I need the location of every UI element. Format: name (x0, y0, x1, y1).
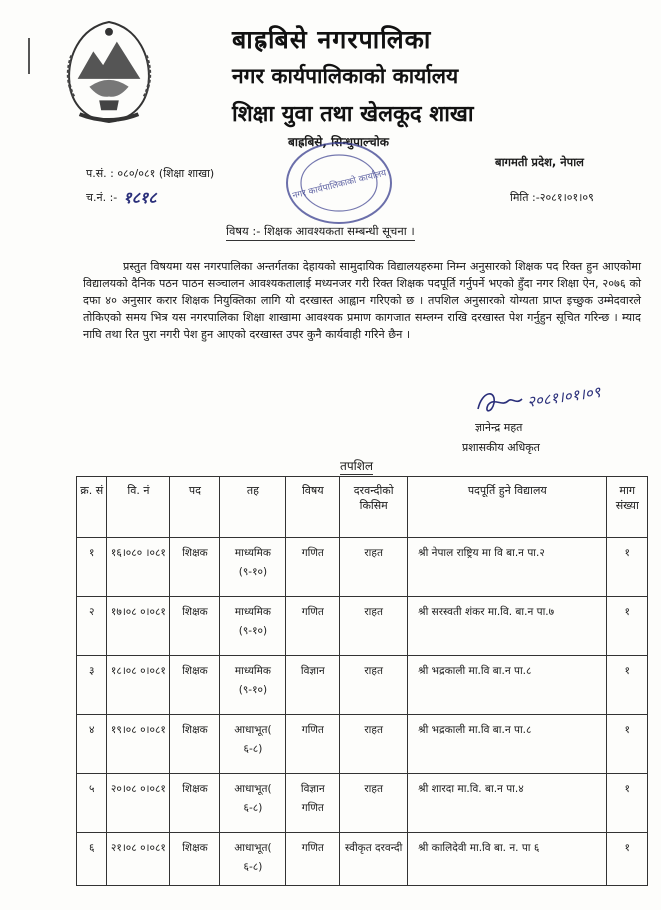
cell-post: शिक्षक (170, 597, 220, 656)
municipality-name: बाह्रबिसे नगरपालिका (232, 25, 432, 54)
dispatch-label: च.नं. :- (86, 190, 118, 204)
cell-post: शिक्षक (170, 656, 220, 715)
reference-number: प.सं. : ०८०/०८१ (शिक्षा शाखा) (86, 167, 215, 180)
cell-demand: १ (607, 656, 648, 715)
cell-sn: ६ (77, 833, 107, 886)
cell-position-type: राहत (340, 715, 408, 774)
dispatch-value: १८१८ (123, 188, 157, 207)
cell-level: आधाभूत( ६-८) (220, 774, 286, 833)
cell-level: आधाभूत( ६-८) (220, 833, 286, 886)
cell-school: श्री भद्रकाली मा.वि बा.न पा.८ (408, 656, 607, 715)
header-vn: वि. नं (107, 477, 170, 538)
cell-position-type: राहत (340, 774, 408, 833)
header-sn: क्र. सं (77, 477, 107, 538)
notice-date: मिति :-२०८१।०१।०९ (510, 191, 594, 204)
table-row (77, 538, 648, 597)
cell-position-type: स्वीकृत दरवन्दी (340, 833, 408, 886)
signature-date: २०८१।०१।०९ (526, 383, 602, 411)
signer-name: ज्ञानेन्द्र महत (475, 421, 523, 434)
cell-post: शिक्षक (170, 715, 220, 774)
office-stamp (282, 138, 397, 228)
vacancy-table (76, 476, 648, 886)
cell-subject: विज्ञान (286, 656, 340, 715)
cell-school: श्री सरस्वती शंकर मा.वि. बा.न पा.७ (408, 597, 607, 656)
handwritten-signature (470, 383, 640, 423)
signer-title: प्रशासकीय अधिकृत (462, 441, 540, 454)
header-subject: विषय (286, 477, 340, 538)
table-row (77, 833, 648, 886)
cell-school: श्री शारदा मा.वि. बा.न पा.४ (408, 774, 607, 833)
cell-level: माध्यमिक (९-१०) (220, 597, 286, 656)
cell-subject: गणित (286, 597, 340, 656)
cell-sn: २ (77, 597, 107, 656)
scan-mark (28, 38, 30, 74)
office-address: बाह्रबिसे, सिन्धुपाल्चोक (288, 135, 389, 149)
cell-demand: १ (607, 597, 648, 656)
cell-sn: ५ (77, 774, 107, 833)
cell-position-type: राहत (340, 656, 408, 715)
nepal-emblem-icon (60, 18, 158, 126)
header-position-type: दरवन्दीको किसिम (340, 477, 408, 538)
office-name: नगर कार्यपालिकाको कार्यालय (232, 64, 459, 88)
header-school: पदपूर्ति हुने विद्यालय (408, 477, 607, 538)
cell-vn: १६।०८० ।०८१ (107, 538, 170, 597)
cell-level: माध्यमिक (९-१०) (220, 656, 286, 715)
table-row (77, 774, 648, 833)
table-row (77, 715, 648, 774)
cell-vn: १९।०८ ०।०८१ (107, 715, 170, 774)
cell-school: श्री कालिदेवी मा.वि बा. न. पा ६ (408, 833, 607, 886)
table-title: तपशिल (340, 459, 374, 473)
cell-position-type: राहत (340, 597, 408, 656)
stamp-text: नगर कार्यपालिकाको कार्यालय (291, 168, 388, 202)
cell-post: शिक्षक (170, 538, 220, 597)
cell-vn: २१।०८ ०।०८१ (107, 833, 170, 886)
cell-level: आधाभूत( ६-८) (220, 715, 286, 774)
header-level: तह (220, 477, 286, 538)
dispatch-number (86, 186, 157, 208)
table-row (77, 597, 648, 656)
cell-subject: गणित (286, 833, 340, 886)
cell-sn: १ (77, 538, 107, 597)
header-post: पद (170, 477, 220, 538)
cell-sn: ४ (77, 715, 107, 774)
cell-vn: २०।०८ ०।०८१ (107, 774, 170, 833)
table-row (77, 656, 648, 715)
cell-position-type: राहत (340, 538, 408, 597)
cell-demand: १ (607, 833, 648, 886)
cell-post: शिक्षक (170, 833, 220, 886)
notice-body: प्रस्तुत विषयमा यस नगरपालिका अन्तर्गतका देहायको सामुदायिक विद्यालयहरुमा निम्न अनुसारको शिक्षक पद रिक्त हुन आएकोमा विद्यालयको दैनिक पठन पाठन सञ्चालन आवश्यकतालाई मध्यनजर गरी रिक्त शिक्षक पदपूर्ति गर्नुपर्ने भएको हुँदा नगर शिक्षा ऐन, २०७६ को दफा ४० अनुसार करार शिक्षक नियुक्तिका लागि यो दरखास्त आह्वान गरिएको छ । तपशिल अनुसारको योग्यता प्राप्त इच्छुक उम्मेदवारले तोकिएको समय भित्र यस नगरपालिका शिक्षा शाखामा आवश्यक प्रमाण कागजात सम्लग्न राखि दरखास्त पेश गर्नुहुन सूचित गरिन्छ । म्याद नाघि तथा रित पुरा नगरी पेश हुन आएको दरखास्त उपर कुनै कार्यवाही गरिने छैन । (83, 260, 641, 341)
branch-name: शिक्षा युवा तथा खेलकूद शाखा (232, 102, 474, 127)
header-demand: माग संख्या (607, 477, 648, 538)
table-header-row (77, 477, 648, 538)
cell-vn: १७।०८ ०।०८१ (107, 597, 170, 656)
province-name: बागमती प्रदेश, नेपाल (495, 155, 584, 169)
cell-subject: गणित (286, 538, 340, 597)
cell-demand: १ (607, 715, 648, 774)
cell-school: श्री भद्रकाली मा.वि बा.न पा.८ (408, 715, 607, 774)
cell-demand: १ (607, 538, 648, 597)
cell-subject: विज्ञान गणित (286, 774, 340, 833)
cell-level: माध्यमिक (९-१०) (220, 538, 286, 597)
cell-post: शिक्षक (170, 774, 220, 833)
cell-subject: गणित (286, 715, 340, 774)
cell-vn: १८।०८ ०।०८१ (107, 656, 170, 715)
cell-demand: १ (607, 774, 648, 833)
cell-sn: ३ (77, 656, 107, 715)
notice-subject: विषय :- शिक्षक आवश्यकता सम्बन्धी सूचना । (226, 224, 415, 241)
cell-school: श्री नेपाल राष्ट्रिय मा वि बा.न पा.२ (408, 538, 607, 597)
